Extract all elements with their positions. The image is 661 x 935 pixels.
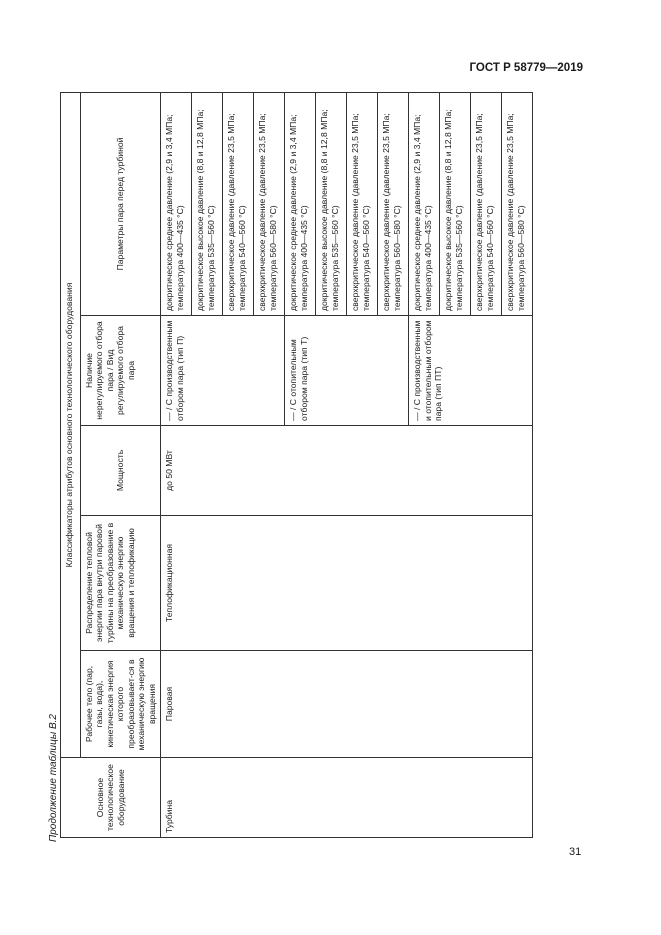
cell-param: докритическое высокое давление (8,8 и 12,8 МПа; температура 535—560 °С): [192, 92, 223, 315]
cell-working-body: Паровая: [161, 651, 533, 758]
cell-param: докритическое среднее давление (2,9 и 3,4 МПа; температура 400—435 °С): [409, 92, 440, 315]
cell-param: сверхкритическое давление (давление 23,5 МПа; температура 560—580 °С): [254, 92, 285, 315]
standard-number: ГОСТ Р 58779—2019: [469, 62, 583, 74]
cell-param: сверхкритическое давление (давление 23,5 МПа; температура 560—580 °С): [378, 92, 409, 315]
table-rotator: [60, 92, 533, 838]
cell-equipment: Турбина: [161, 758, 533, 838]
header-working-body: Рабочее тело (пар, газы, вода), кинетическая энергия которого преобразовывает-ся в механическую энергию вращения: [81, 651, 161, 758]
cell-param: докритическое среднее давление (2,9 и 3,4 МПа; температура 400—435 °С): [285, 92, 316, 315]
header-extraction: Наличие нерегулируемого отбора пара / Вид регулируемого отбора пара: [81, 316, 161, 426]
table-continuation-caption: Продолжение таблицы В.2: [48, 714, 59, 842]
cell-param: докритическое среднее давление (2,9 и 3,4 МПа; температура 400—435 °С): [161, 92, 192, 315]
cell-param: докритическое высокое давление (8,8 и 12,8 МПа; температура 535—560 °С): [316, 92, 347, 315]
page-number: 31: [569, 846, 582, 858]
cell-extraction-type-t: — / С отопительным отбором пара (тип Т): [285, 316, 409, 426]
cell-distribution: Теплофикационная: [161, 516, 533, 651]
cell-param: сверхкритическое давление (давление 23,5 МПа; температура 560—580 °С): [502, 92, 533, 315]
group-header: Классификаторы атрибутов основного технологического оборудования: [61, 92, 81, 757]
header-params: Параметры пара перед турбиной: [81, 92, 161, 315]
data-table: [60, 92, 533, 838]
header-equipment: Основное технологическое оборудование: [61, 758, 161, 838]
cell-extraction-type-p: — / С производственным отбором пара (тип П): [161, 316, 285, 426]
header-power: Мощность: [81, 426, 161, 516]
cell-power: до 50 МВт: [161, 426, 533, 516]
cell-param: сверхкритическое давление (давление 23,5 МПа; температура 540—560 °С): [347, 92, 378, 315]
header-distribution: Распределение тепловой энергии пара внутри паровой турбины на преобразование в механическую энергию вращения и теплофикацию: [81, 516, 161, 651]
cell-extraction-type-pt: — / С производственным и отопительным отбором пара (тип ПТ): [409, 316, 533, 426]
cell-param: сверхкритическое давление (давление 23,5 МПа; температура 540—560 °С): [223, 92, 254, 315]
cell-param: докритическое высокое давление (8,8 и 12,8 МПа; температура 535—560 °С): [440, 92, 471, 315]
cell-param: сверхкритическое давление (давление 23,5 МПа; температура 540—560 °С): [471, 92, 502, 315]
